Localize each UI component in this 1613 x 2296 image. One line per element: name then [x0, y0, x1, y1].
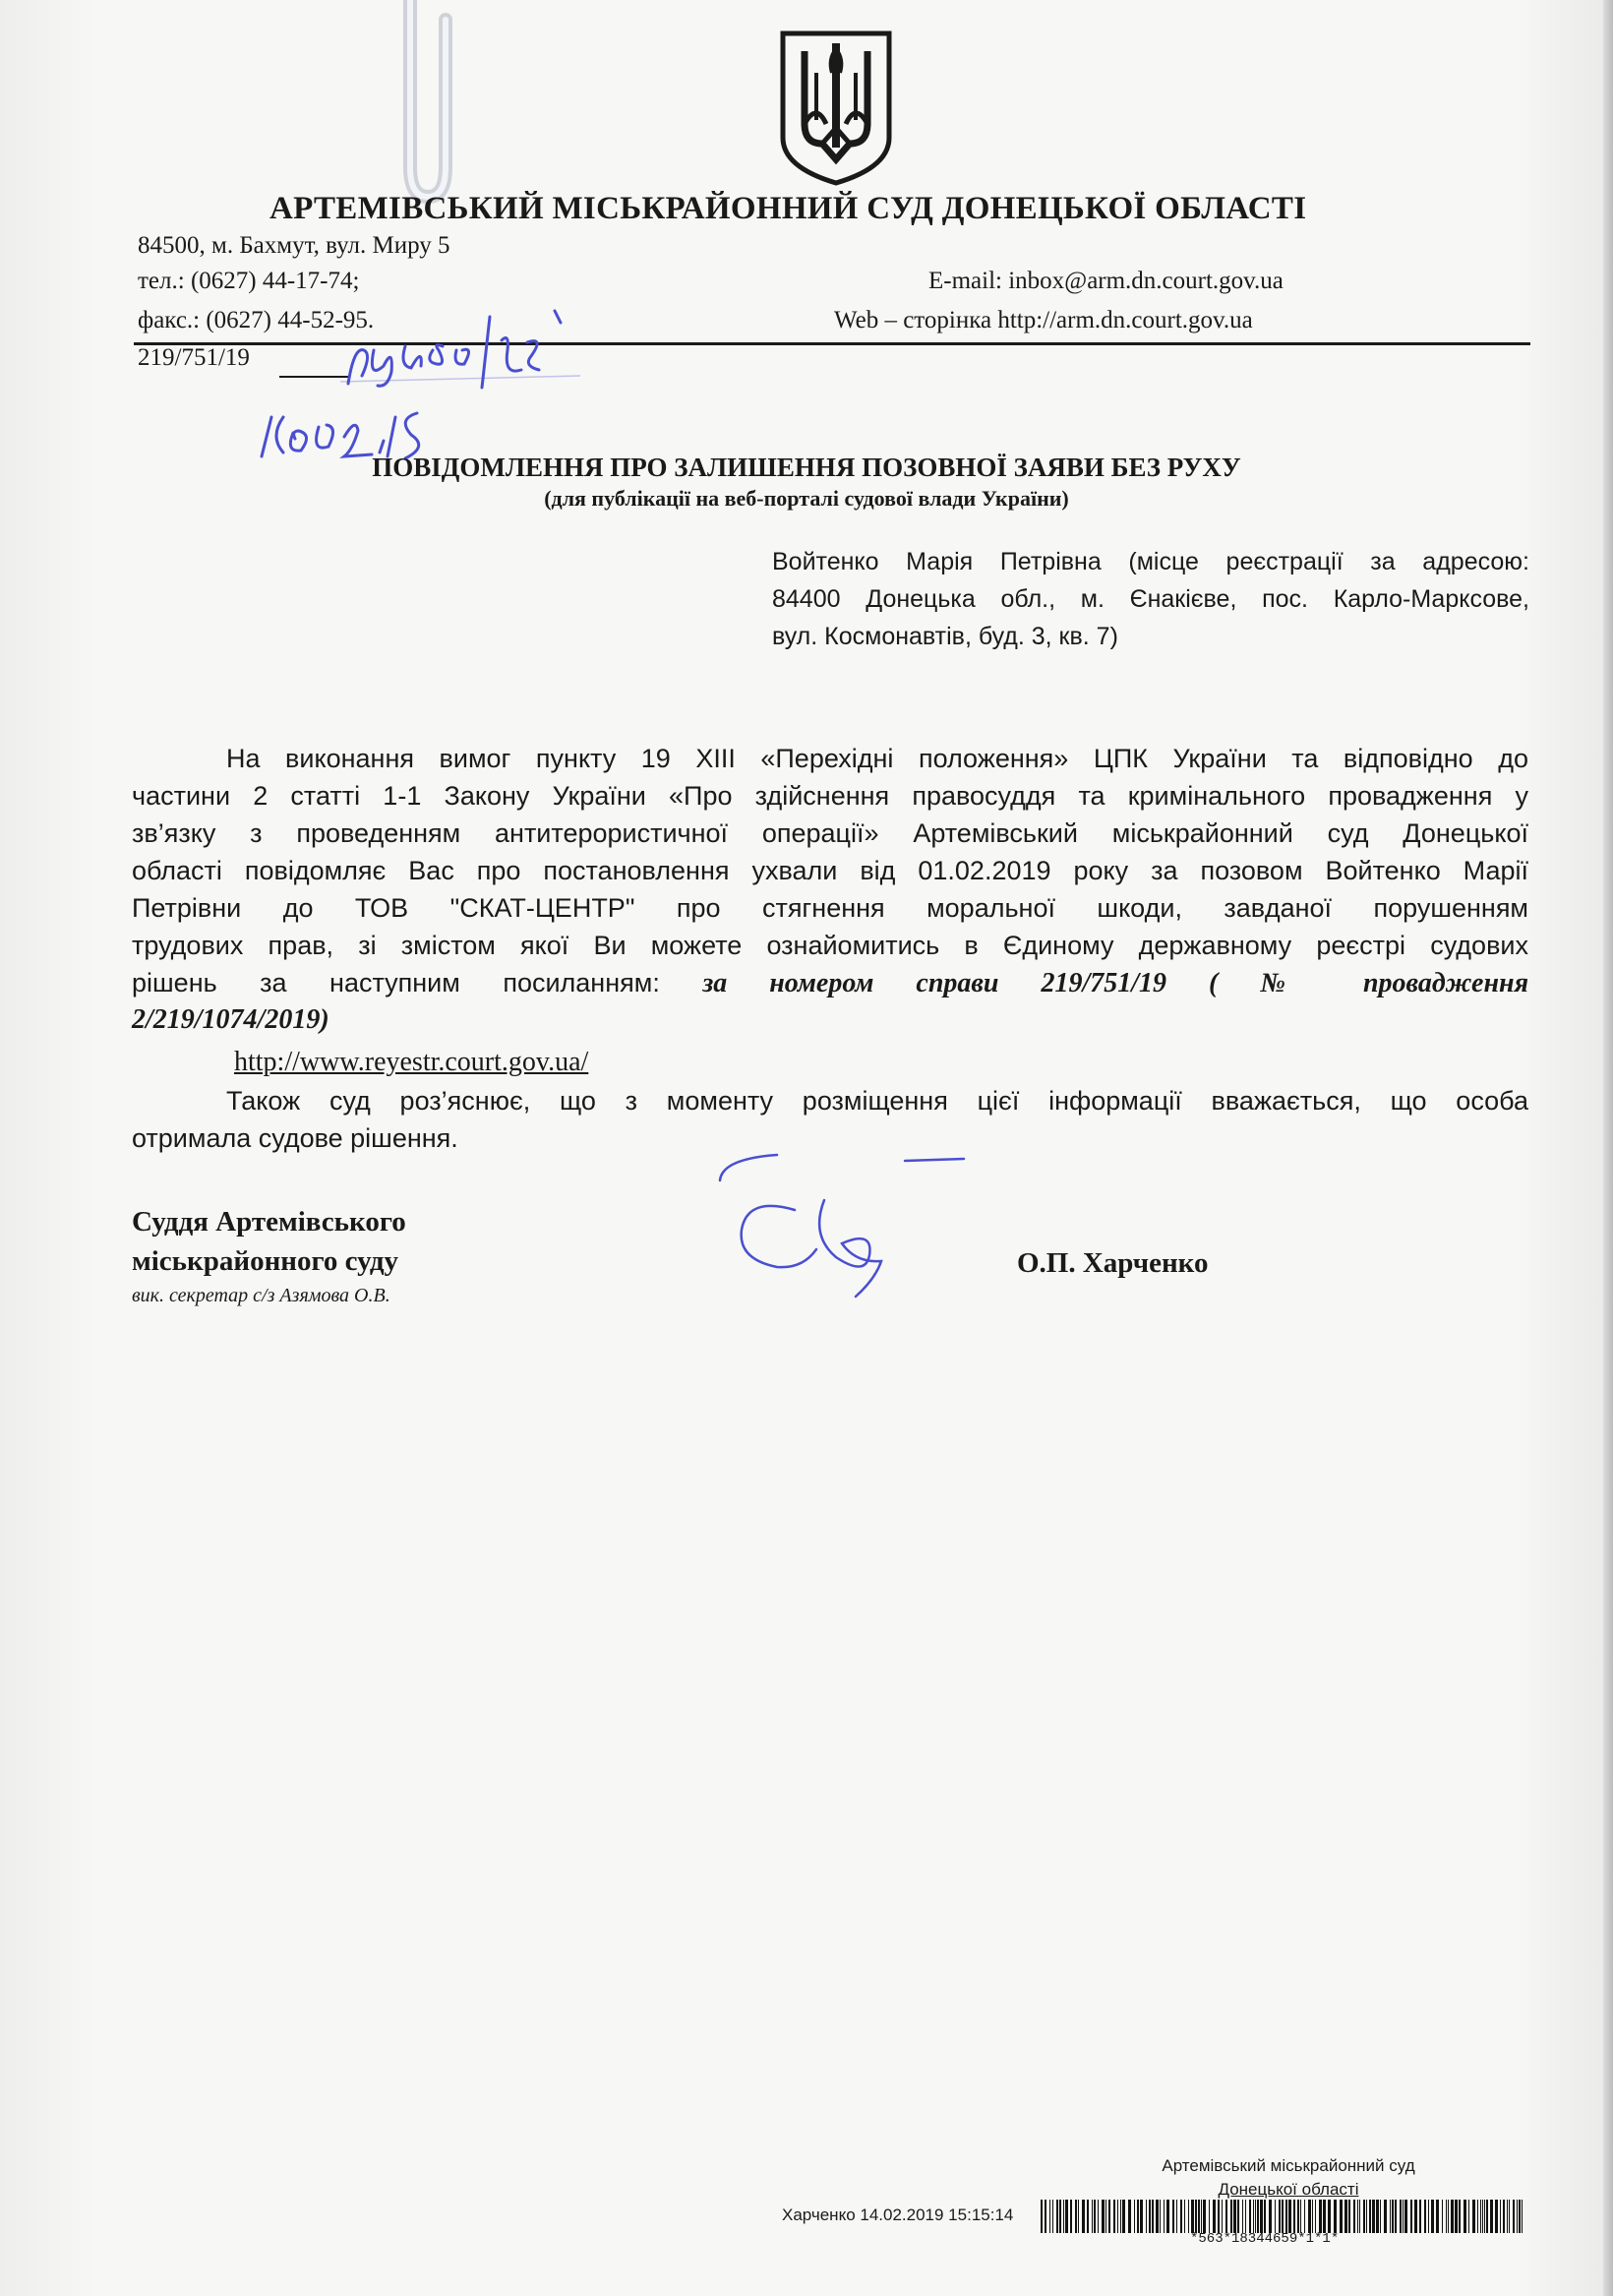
barcode-bar	[1392, 2200, 1394, 2233]
barcode-bar	[1323, 2200, 1326, 2233]
barcode-bar	[1482, 2200, 1483, 2233]
footer-court-stamp	[1082, 2154, 1495, 2202]
court-email: E-mail: inbox@arm.dn.court.gov.ua	[928, 268, 1284, 294]
court-fax: факс.: (0627) 44-52-95.	[138, 307, 375, 333]
barcode-bar	[1102, 2200, 1105, 2233]
barcode-bar	[1288, 2200, 1291, 2233]
barcode-bar	[1468, 2200, 1469, 2233]
barcode-bar	[1380, 2200, 1381, 2233]
judge-signature	[708, 1141, 984, 1299]
barcode-bar	[1242, 2200, 1243, 2233]
body-line: частини 2 статті 1-1 Закону України «Про здійснення правосуддя та кримінального провадження у	[132, 781, 1528, 811]
barcode-bar	[1092, 2200, 1093, 2233]
barcode-bar	[1359, 2200, 1360, 2233]
barcode-bar	[1455, 2200, 1458, 2233]
barcode-bar	[1366, 2200, 1367, 2233]
court-web: Web – сторінка http://arm.dn.court.gov.ua	[834, 307, 1253, 333]
recipient-block	[772, 543, 1529, 655]
barcode-bar	[1519, 2200, 1521, 2233]
notice-subtitle: (для публікації на веб-порталі судової влади України)	[544, 486, 1069, 511]
barcode-bar	[1400, 2200, 1402, 2233]
barcode-bar	[1195, 2200, 1197, 2233]
barcode-bar	[1059, 2200, 1061, 2233]
barcode-bar	[1507, 2200, 1508, 2233]
barcode-bar	[1152, 2200, 1154, 2233]
barcode-bar	[1218, 2200, 1220, 2233]
barcode-bar	[1113, 2200, 1115, 2233]
barcode-bar	[1480, 2200, 1481, 2233]
court-name: АРТЕМІВСЬКИЙ МІСЬКРАЙОННИЙ СУД ДОНЕЦЬКОЇ ОБЛАСТІ	[269, 191, 1307, 226]
barcode-bar	[1522, 2200, 1523, 2233]
barcode-bar	[1372, 2200, 1375, 2233]
barcode-bar	[1285, 2200, 1287, 2233]
body-line: області повідомляє Вас про постановлення ухвали від 01.02.2019 року за позовом Войтенко Марії	[132, 856, 1528, 885]
barcode-bar	[1078, 2200, 1079, 2233]
barcode-bar	[1260, 2200, 1263, 2233]
judge-name: О.П. Харченко	[1017, 1247, 1209, 1279]
barcode-bar	[1140, 2200, 1143, 2233]
barcode-bar	[1225, 2200, 1227, 2233]
barcode-bar	[1082, 2200, 1085, 2233]
barcode-bar	[1328, 2200, 1331, 2233]
barcode-bar	[1172, 2200, 1174, 2233]
barcode-bar	[1137, 2200, 1139, 2233]
body-line: отримала судове рішення.	[132, 1123, 458, 1153]
barcode-bar	[1117, 2200, 1118, 2233]
barcode-bar	[1500, 2200, 1501, 2233]
barcode-bar	[1275, 2200, 1276, 2233]
barcode-bar	[1334, 2200, 1337, 2233]
barcode-bar	[1304, 2200, 1305, 2233]
barcode-bar	[1477, 2200, 1478, 2233]
case-number: 219/751/19	[138, 344, 250, 371]
barcode-bar	[1395, 2200, 1397, 2233]
notice-body	[132, 740, 1528, 1039]
barcode-bar	[1065, 2200, 1068, 2233]
barcode-bar	[1253, 2200, 1254, 2233]
barcode-bar	[1134, 2200, 1135, 2233]
barcode-bar	[1164, 2200, 1165, 2233]
barcode-bar	[1070, 2200, 1072, 2233]
barcode-bar	[1340, 2200, 1343, 2233]
barcode-bar	[1191, 2200, 1194, 2233]
barcode-bar	[1184, 2200, 1185, 2233]
barcode-bar	[1201, 2200, 1202, 2233]
barcode-bar	[1282, 2200, 1284, 2233]
barcode-bar	[1203, 2200, 1206, 2233]
barcode-bar	[1098, 2200, 1099, 2233]
recipient-line: вул. Космонавтів, буд. 3, кв. 7)	[772, 623, 1118, 650]
barcode-bar	[1419, 2200, 1421, 2233]
signature-title	[132, 1202, 406, 1281]
barcode-bar	[1436, 2200, 1439, 2233]
barcode-bar	[1300, 2200, 1301, 2233]
barcode-bar	[1410, 2200, 1412, 2233]
barcode-bar	[1363, 2200, 1365, 2233]
court-address: 84500, м. Бахмут, вул. Миру 5	[138, 232, 450, 259]
barcode-bar	[1446, 2200, 1447, 2233]
barcode-bar	[1279, 2200, 1281, 2233]
barcode-bar	[1459, 2200, 1461, 2233]
barcode-bar	[1486, 2200, 1488, 2233]
barcode	[1041, 2200, 1524, 2233]
barcode-bar	[1257, 2200, 1259, 2233]
barcode-bar	[1122, 2200, 1125, 2233]
barcode-bar	[1451, 2200, 1454, 2233]
stamp-court-line: Донецької області	[1218, 2180, 1359, 2199]
barcode-bar	[1166, 2200, 1169, 2233]
barcode-bar	[1404, 2200, 1407, 2233]
barcode-bar	[1213, 2200, 1216, 2233]
barcode-bar	[1188, 2200, 1189, 2233]
barcode-bar	[1424, 2200, 1426, 2233]
barcode-bar	[1517, 2200, 1518, 2233]
barcode-bar	[1403, 2200, 1404, 2233]
body-line: трудових прав, зі змістом якої Ви можете ознайомитись в Єдиному державному реєстрі судових	[132, 931, 1528, 960]
barcode-bar	[1222, 2200, 1223, 2233]
barcode-bar	[1120, 2200, 1121, 2233]
barcode-bar	[1045, 2200, 1046, 2233]
barcode-bar	[1293, 2200, 1295, 2233]
barcode-bar	[1428, 2200, 1429, 2233]
barcode-bar	[1209, 2200, 1210, 2233]
barcode-bar	[1269, 2200, 1272, 2233]
barcode-bar	[1312, 2200, 1313, 2233]
proceeding-number: 2/219/1074/2019)	[132, 1004, 329, 1035]
barcode-bar	[1376, 2200, 1379, 2233]
body-line: Петрівни до ТОВ "СКАТ-ЦЕНТР" про стягнення моральної шкоди, завданої порушенням	[132, 893, 1528, 923]
recipient-line: 84400 Донецька обл., м. Єнакієве, пос. Карло-Марксове,	[772, 585, 1529, 613]
barcode-bar	[1315, 2200, 1316, 2233]
barcode-bar	[1297, 2200, 1299, 2233]
barcode-bar	[1414, 2200, 1417, 2233]
barcode-number: *563*18344659*1*1*	[1190, 2231, 1340, 2247]
barcode-bar	[1442, 2200, 1443, 2233]
barcode-bar	[1369, 2200, 1371, 2233]
barcode-bar	[1128, 2200, 1131, 2233]
barcode-bar	[1075, 2200, 1077, 2233]
electronic-signature-info: Харченко 14.02.2019 15:15:14	[782, 2205, 1014, 2224]
body-line: Також суд роз’яснює, що з моменту розміщення цієї інформації вважається, що особа	[226, 1086, 1528, 1116]
barcode-bar	[1464, 2200, 1466, 2233]
barcode-bar	[1245, 2200, 1246, 2233]
barcode-bar	[1509, 2200, 1510, 2233]
barcode-bar	[1344, 2200, 1347, 2233]
barcode-bar	[1105, 2200, 1106, 2233]
barcode-bar	[1484, 2200, 1485, 2233]
stamp-court-line: Артемівський міськрайонний суд	[1162, 2156, 1415, 2175]
barcode-bar	[1041, 2200, 1043, 2233]
barcode-bar	[1308, 2200, 1311, 2233]
barcode-bar	[1431, 2200, 1434, 2233]
barcode-bar	[1108, 2200, 1110, 2233]
paperclip-icon	[388, 0, 467, 207]
barcode-bar	[1264, 2200, 1266, 2233]
barcode-bar	[1160, 2200, 1161, 2233]
barcode-bar	[1180, 2200, 1182, 2233]
signature-title-line: Суддя Артемівського	[132, 1206, 406, 1238]
barcode-bar	[1255, 2200, 1256, 2233]
barcode-bar	[1249, 2200, 1251, 2233]
barcode-bar	[1198, 2200, 1200, 2233]
case-reference: за номером справи 219/751/19 ( № провадження	[702, 968, 1528, 998]
barcode-bar	[1233, 2200, 1236, 2233]
barcode-bar	[1495, 2200, 1498, 2233]
handwritten-reg-number	[334, 307, 590, 395]
secretary-note: вик. секретар с/з Азямова О.В.	[132, 1285, 390, 1306]
barcode-bar	[1448, 2200, 1449, 2233]
coat-of-arms-icon	[777, 30, 895, 187]
barcode-bar	[1087, 2200, 1089, 2233]
barcode-bar	[1230, 2200, 1232, 2233]
court-phone: тел.: (0627) 44-17-74;	[138, 268, 360, 294]
recipient-line: Войтенко Марія Петрівна (місце реєстрації за адресою:	[772, 548, 1529, 575]
barcode-bar	[1384, 2200, 1387, 2233]
barcode-bar	[1348, 2200, 1350, 2233]
barcode-bar	[1390, 2200, 1391, 2233]
body-line: зв’язку з проведенням антитерористичної операції» Артемівський міськрайонний суд Донецької	[132, 818, 1528, 848]
barcode-bar	[1052, 2200, 1053, 2233]
barcode-bar	[1472, 2200, 1475, 2233]
barcode-bar	[1056, 2200, 1058, 2233]
barcode-bar	[1094, 2200, 1096, 2233]
barcode-bar	[1319, 2200, 1322, 2233]
barcode-bar	[1503, 2200, 1505, 2233]
barcode-bar	[1156, 2200, 1159, 2233]
notice-title: ПОВІДОМЛЕННЯ ПРО ЗАЛИШЕННЯ ПОЗОВНОЇ ЗАЯВИ БЕЗ РУХУ	[372, 453, 1241, 482]
barcode-bar	[1063, 2200, 1064, 2233]
registry-link[interactable]: http://www.reyestr.court.gov.ua/	[234, 1047, 589, 1077]
barcode-bar	[1176, 2200, 1177, 2233]
barcode-bar	[1353, 2200, 1355, 2233]
barcode-bar	[1146, 2200, 1147, 2233]
barcode-bar	[1237, 2200, 1239, 2233]
barcode-bar	[1049, 2200, 1050, 2233]
barcode-bar	[1149, 2200, 1151, 2233]
body-line: На виконання вимог пункту 19 XIII «Перехідні положення» ЦПК України та відповідно до	[226, 744, 1528, 773]
barcode-bar	[1490, 2200, 1493, 2233]
barcode-bar	[1357, 2200, 1358, 2233]
page-edge	[1603, 0, 1613, 2296]
body-line-with-case	[132, 964, 1528, 1001]
barcode-bar	[1513, 2200, 1515, 2233]
signature-title-line: міськрайонного суду	[132, 1245, 399, 1277]
body-plain-text: рішень за наступним посиланням:	[132, 968, 703, 997]
